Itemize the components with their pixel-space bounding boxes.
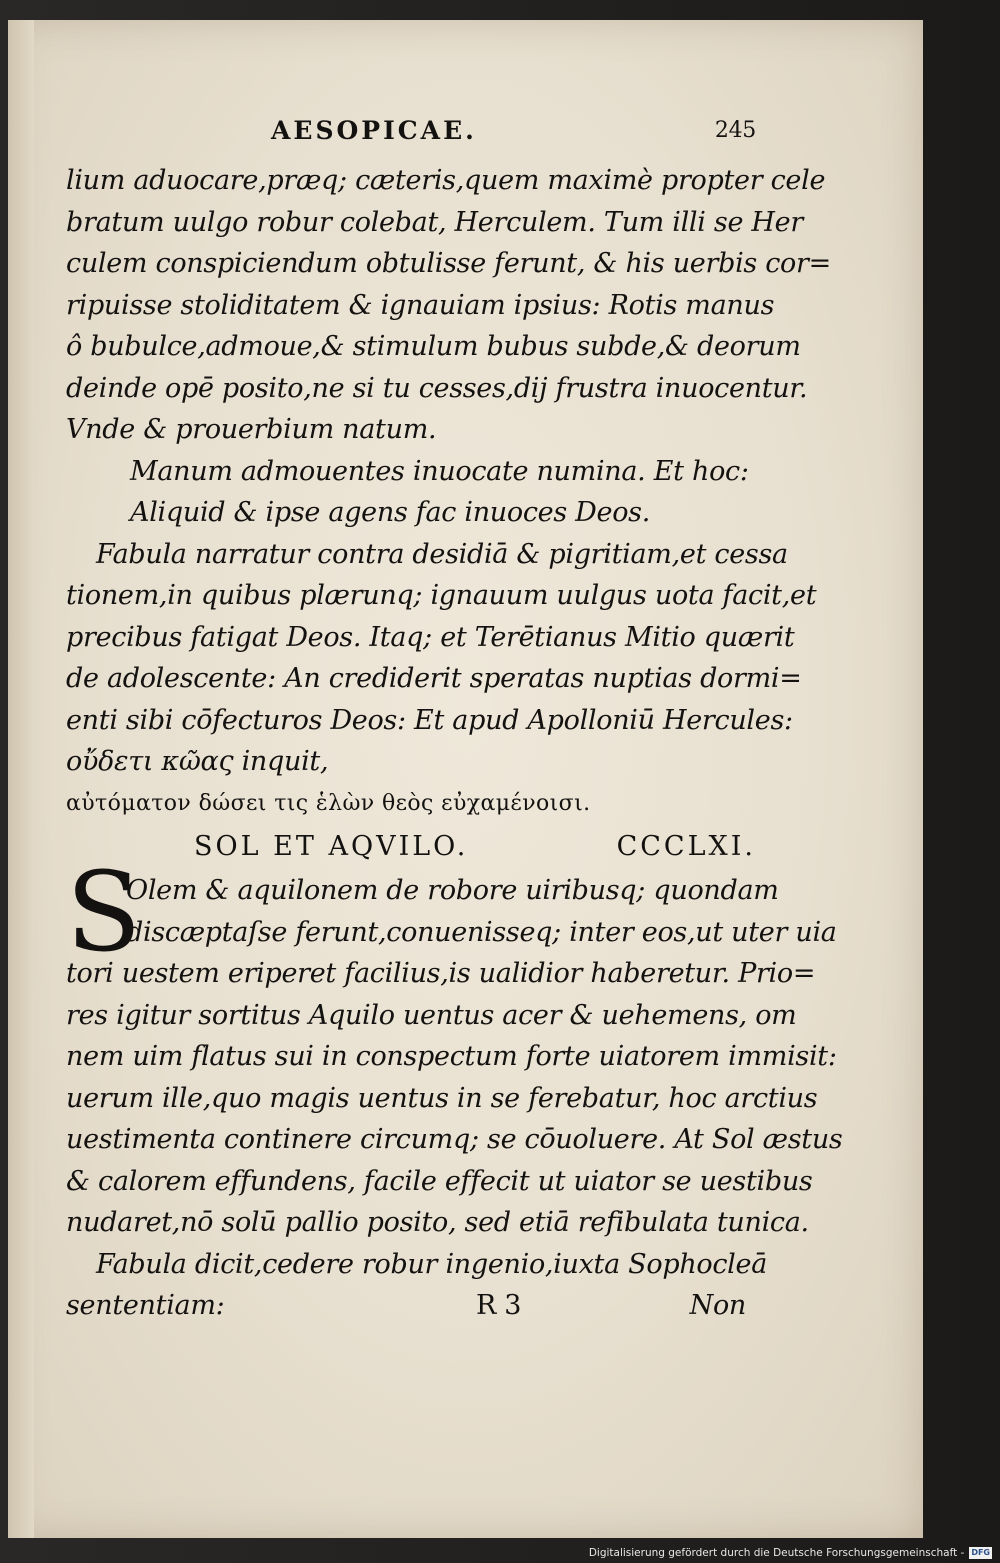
text-line: nudaret,nō solū pallio posito, sed etiā refibulata tunica. — [66, 1207, 809, 1238]
text-line: ô bubulce,admoue,& stimulum bubus subde,& deorum — [66, 331, 801, 362]
text-line: res igitur sortitus Aquilo uentus acer & uehemens, om — [66, 999, 797, 1031]
last-line-text: sententiam: — [66, 1290, 225, 1321]
text-line: Vnde & prouerbium natum. — [66, 414, 437, 445]
text-line: nem uim flatus sui in conspectum forte uiatorem immisit: — [66, 1041, 837, 1072]
fable-number: CCCLXI. — [616, 831, 756, 862]
text-line: bratum uulgo robur colebat, Herculem. Tum illi se Her — [66, 206, 803, 238]
fable-title: SOL ET AQVILO. — [194, 831, 469, 862]
text-line: & calorem effundens, facile effecit ut uiator se uestibus — [66, 1165, 813, 1197]
text-line: precibus fatigat Deos. Itaq; et Terētianus Mitio quærit — [66, 621, 795, 653]
text-line: Manum admouentes inuocate numina. Et hoc: — [130, 455, 749, 487]
fable-paragraph — [66, 848, 843, 1285]
text-line: lium aduocare,præq; cæteris,quem maximè propter cele — [66, 165, 826, 196]
text-line: tori uestem eriperet facilius,is ualidior haberetur. Prio= — [66, 958, 816, 989]
text-line: Aliquid & ipse agens fac inuoces Deos. — [130, 497, 651, 528]
text-line: tionem,in quibus plærunq; ignauum uulgus uota facit,et — [66, 580, 817, 611]
text-line: uestimenta continere circumq; se cōuoluere. At Sol æstus — [66, 1124, 843, 1155]
running-title: AESOPICAE. — [271, 116, 477, 145]
text-line: Fabula dicit,cedere robur ingenio,iuxta Sophocleā — [96, 1248, 767, 1280]
text-line: οὔδετι κῶας inquit, — [66, 746, 329, 777]
text-line: αὐτόματον δώσει τις ἑλὼν θεὸς εὐχαμένοισι. — [66, 790, 591, 816]
book-page — [8, 20, 923, 1538]
text-line: enti sibi cōfecturos Deos: Et apud Apolloniū Hercules: — [66, 704, 793, 736]
last-line — [66, 1285, 756, 1327]
text-line: discæptaſse ferunt,conuenisseq; inter eos,ut uter uia — [126, 916, 837, 948]
text-lines-before-heading — [66, 160, 831, 824]
drop-cap: S — [66, 848, 142, 976]
text-line: ripuisse stoliditatem & ignauiam ipsius: Rotis manus — [66, 289, 775, 321]
text-lines-after-heading — [66, 870, 843, 1285]
credit-text: Digitalisierung gefördert durch die Deutsche Forschungsgemeinschaft - — [588, 1547, 965, 1559]
text-block — [66, 110, 843, 1327]
catchword: Non — [689, 1290, 746, 1321]
text-line: de adolescente: An crediderit speratas nuptias dormi= — [66, 663, 802, 694]
running-head — [66, 110, 756, 160]
signature-mark: R 3 — [476, 1290, 522, 1321]
digitization-credit — [589, 1547, 992, 1559]
text-line: uerum ille,quo magis uentus in se ferebatur, hoc arctius — [66, 1082, 818, 1114]
page-number: 245 — [714, 118, 756, 143]
text-line: culem conspiciendum obtulisse ferunt, & his uerbis cor= — [66, 248, 831, 279]
text-line: Olem & aquilonem de robore uiribusq; quondam — [126, 875, 779, 906]
fable-heading — [66, 826, 756, 870]
dfg-logo-icon: DFG — [971, 1548, 990, 1557]
text-line: deinde opē posito,ne si tu cesses,dij frustra inuocentur. — [66, 372, 808, 404]
text-line: Fabula narratur contra desidiā & pigritiam,et cessa — [96, 538, 788, 570]
page-gutter — [8, 20, 34, 1538]
